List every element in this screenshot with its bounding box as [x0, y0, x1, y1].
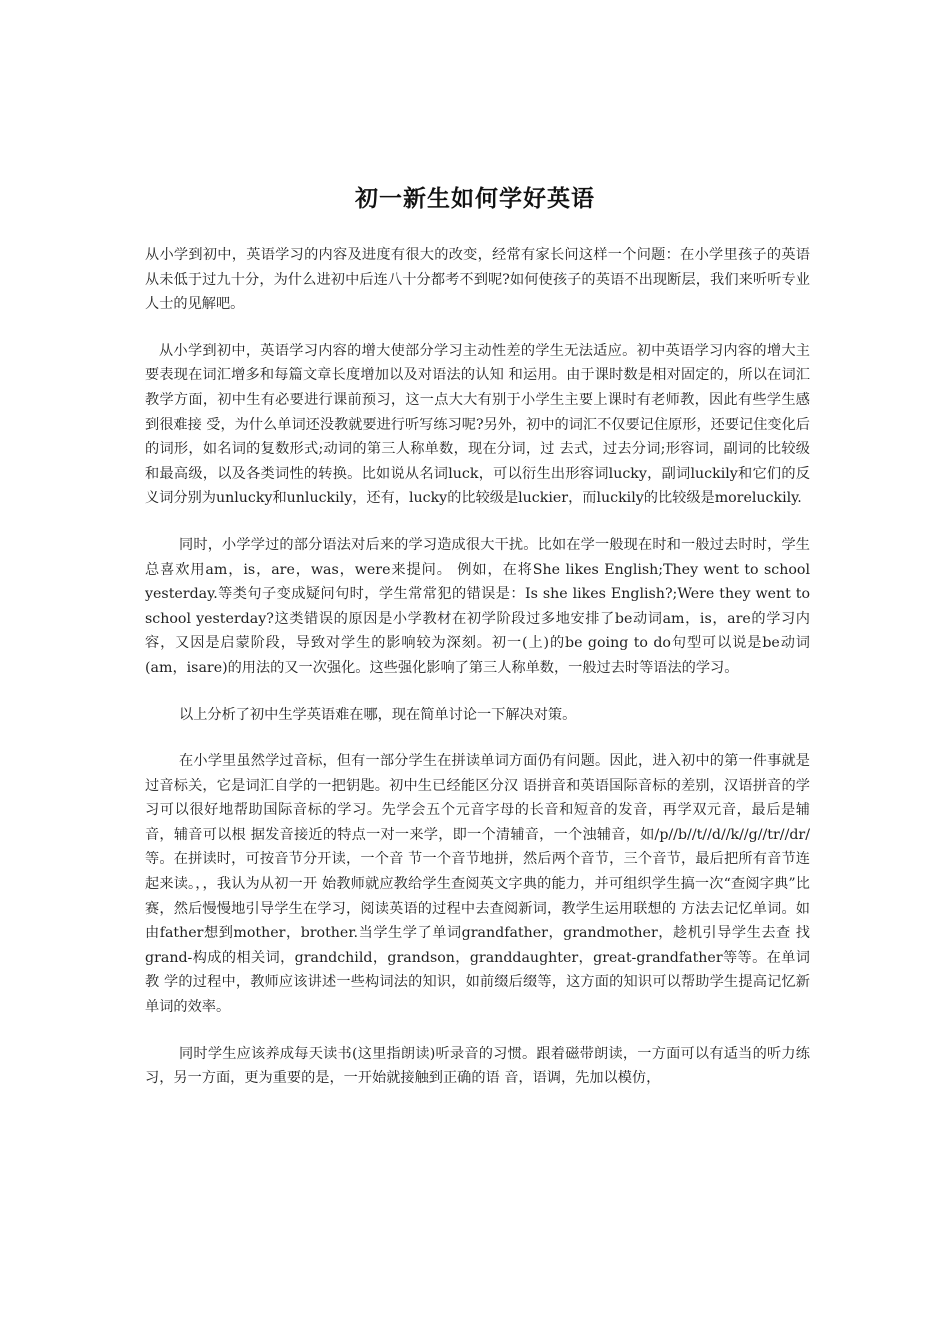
body-paragraph: 同时，小学学过的部分语法对后来的学习造成很大干扰。比如在学一般现在时和一般过去时时，学生总喜欢用am，is，are，was，were来提问。 例如，在将She likes English;They went to school yesterday.等类句子变成疑问句时，学生常常犯的错误是：Is she likes English?;Were they went to school yesterday?这类错误的原因是小学教材在初学阶段过多地安排了be动词am，is，are的学习内容，又因是启蒙阶段，导致对学生的影响较为深刻。初一(上)的be going to do句型可以说是be动词(am，isare)的用法的又一次强化。这些强化影响了第三人称单数，一般过去时等语法的学习。	[145, 536, 810, 676]
body-paragraph: 从小学到初中，英语学习内容的增大使部分学习主动性差的学生无法适应。初中英语学习内容的增大主要表现在词汇增多和每篇文章长度增加以及对语法的认知 和运用。由于课时数是相对固定的，所以在词汇教学方面，初中生有必要进行课前预习，这一点大大有别于小学生主要上课时有老师教，因此有些学生感到很难接 受，为什么单词还没教就要进行听写练习呢?另外，初中的词汇不仅要记住原形，还要记住变化后的词形，如名词的复数形式;动词的第三人称单数，现在分词，过 去式，过去分词;形容词，副词的比较级和最高级，以及各类词性的转换。比如说从名词luck，可以衍生出形容词lucky，副词luckily和它们的反 义词分别为unlucky和unluckily，还有，lucky的比较级是luckier，而luckily的比较级是moreluckily.	[145, 342, 810, 507]
intro-paragraph: 从小学到初中，英语学习的内容及进度有很大的改变，经常有家长问这样一个问题：在小学里孩子的英语从未低于过九十分，为什么进初中后连八十分都考不到呢?如何使孩子的英语不出现断层，我们来听听专业人士的见解吧。	[145, 247, 810, 313]
body-paragraph: 同时学生应该养成每天读书(这里指朗读)听录音的习惯。跟着磁带朗读，一方面可以有适当的听力练习，另一方面，更为重要的是，一开始就接触到正确的语 音，语调，先加以模仿，	[145, 1045, 810, 1087]
document-body	[145, 243, 810, 1113]
body-paragraph: 以上分析了初中生学英语难在哪，现在简单讨论一下解决对策。	[179, 706, 577, 723]
document-title: 初一新生如何学好英语	[355, 186, 595, 212]
body-paragraph: 在小学里虽然学过音标，但有一部分学生在拼读单词方面仍有问题。因此，进入初中的第一件事就是过音标关，它是词汇自学的一把钥匙。初中生已经能区分汉 语拼音和英语国际音标的差别，汉语拼音的学习可以很好地帮助国际音标的学习。先学会五个元音字母的长音和短音的发音，再学双元音，最后是辅音，辅音可以根 据发音接近的特点一对一来学，即一个清辅音，一个浊辅音，如/p//b//t//d//k//g//tr//dr/等。在拼读时，可按音节分开读，一个音 节一个音节地拼，然后两个音节，三个音节，最后把所有音节连起来读。，，我认为从初一开 始教师就应教给学生查阅英文字典的能力，并可组织学生搞一次“查阅字典”比赛，然后慢慢地引导学生在学习，阅读英语的过程中去查阅新词，教学生运用联想的 方法去记忆单词。如由father想到mother，brother.当学生学了单词grandfather，grandmother，趁机引导学生去查 找grand-构成的相关词，grandchild，grandson，granddaughter，great-grandfather等等。在单词教 学的过程中，教师应该讲述一些构词法的知识，如前缀后缀等，这方面的知识可以帮助学生提高记忆新单词的效率。	[145, 753, 810, 1016]
